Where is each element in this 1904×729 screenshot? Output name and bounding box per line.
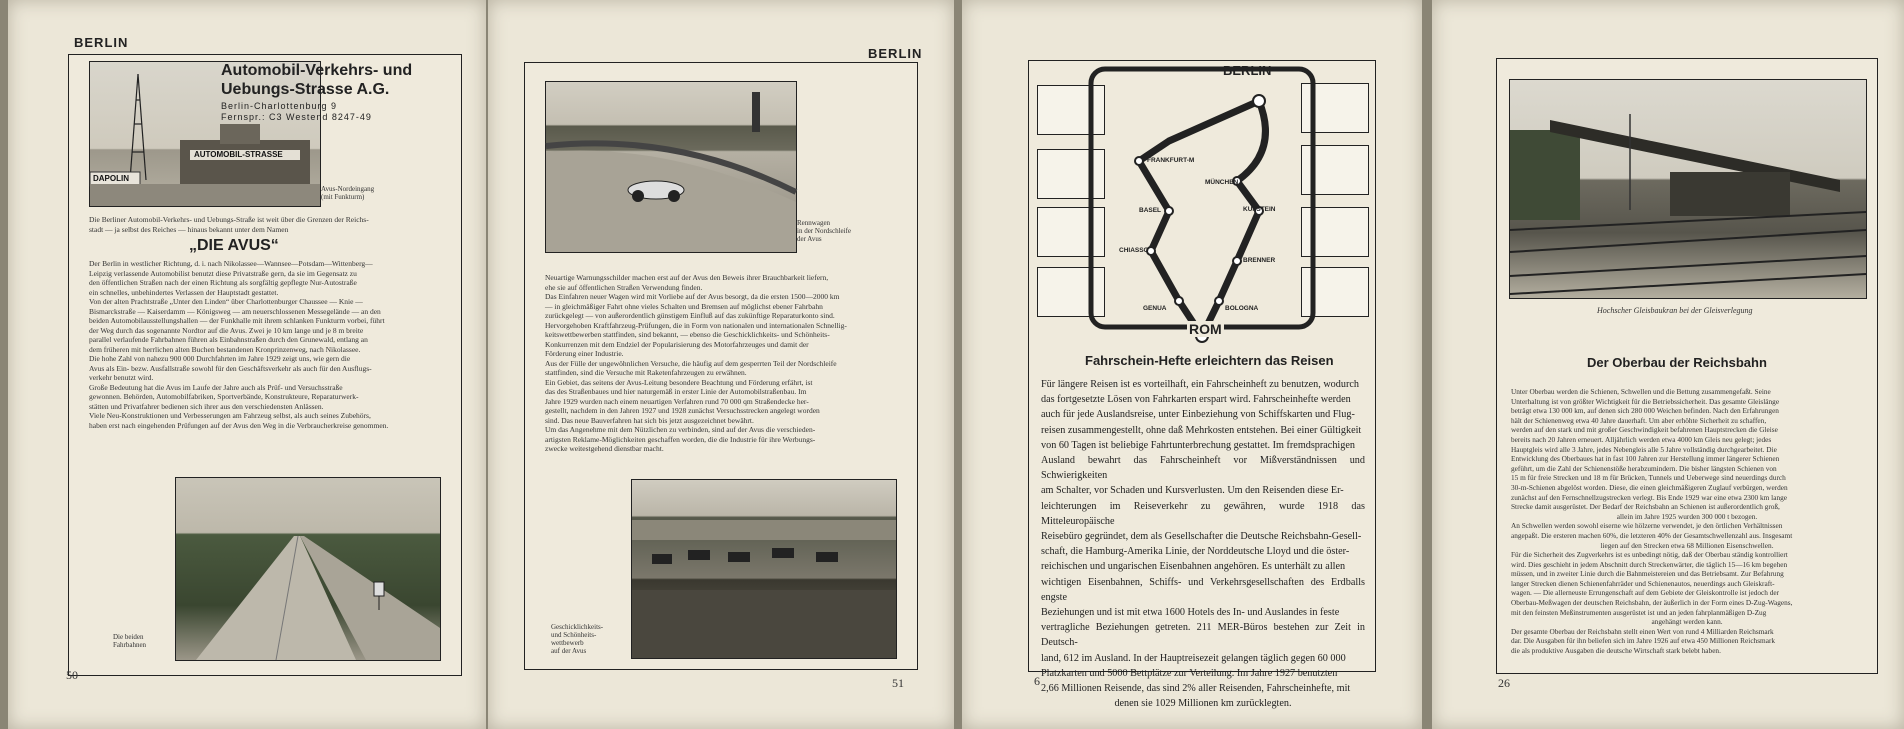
running-header: BERLIN <box>868 46 923 61</box>
company-address: Berlin-Charlottenburg 9 Fernspr.: C3 Westend 8247-49 <box>221 101 372 122</box>
map-label-muenchen: MÜNCHEN <box>1205 179 1239 186</box>
map-label-frankfurt: FRANKFURT-M <box>1147 157 1195 164</box>
competition-photo <box>631 479 897 659</box>
map-label-kufstein: KUFSTEIN <box>1243 206 1276 213</box>
photo2-caption: Die beiden Fahrbahnen <box>113 633 147 649</box>
two-lanes-photo <box>175 477 441 661</box>
body-text: Neuartige Warnungsschilder machen erst auf der Avus den Beweis ihrer Brauchbarkeit liefern, ehe sie auf öffentlichen Straßen Verwendung finden. Das Einfahren neuer Wagen wird mit Vorliebe auf der Avus besorgt, da die ersten 1500—2000 km — in gleichmäßiger Fahrt ohne vieles Schalten und Bremsen auf möglichst ebener Fahrbahn zurückgelegt — von außerordentlich günstigem Einfluß auf das zukünftige Reparaturkonto sind. Hervorgehoben Kraftfahrzeug-Prüfungen, die in Form von nationalen und internationalen Schnellig- keitswettbewerben stattfinden, sind bekannt, — ebenso die Geschicklichkeits- und Schönheits- Konkurrenzen mit dem Endziel der Popularisierung des Motorfahrzeuges und damit der Förderung einer Industrie. Aus der Fülle der ungewöhnlichen Versuche, die häufig auf dem gesperrten Teil der Nordschleife stattfinden, sind die Versuche mit Raketenfahrzeugen zu erwähnen. Ein Gebiet, das seitens der Avus-Leitung besondere Beachtung und Förderung erfährt, ist das des Straßenbaues und hier naturgemäß in erster Linie der Automobilstraßenbau. Im Jahre 1929 wurden nach einem neuartigen Verfahren rund 70 000 qm Straßendecke her- gestellt, nachdem in den Jahren 1927 und 1928 zunächst Versuchsstrecken angelegt worden sind. Das neue Bauverfahren hat sich bis jetzt ausgezeichnet bewährt. Um das Angenehme mit dem Nützlichen zu verbinden, sind auf der Avus die verschieden- artigsten Reklame-Möglichkeiten geschaffen worden, die die Industrie für ihre Werbungs- zwecke weitestgehend dienstbar macht. <box>545 273 847 453</box>
map-label-rom: ROM <box>1189 321 1222 337</box>
map-label-basel: BASEL <box>1139 207 1162 214</box>
page-26 <box>1432 0 1904 729</box>
page-number: 6 <box>1034 674 1040 688</box>
track-crane-photo <box>1509 79 1867 299</box>
page-6 <box>962 0 1422 729</box>
intro-text: Die Berliner Automobil-Verkehrs- und Uebungs-Straße ist weit über die Grenzen der Reichs- stadt — ja selbst des Reiches — hinaus bekannt unter dem Namen <box>89 215 369 234</box>
page-frame <box>524 62 918 670</box>
route-map <box>1029 61 1375 351</box>
gate-sign: AUTOMOBIL-STRASSE <box>194 150 283 159</box>
map-label-bologna: BOLOGNA <box>1225 305 1259 312</box>
body-text: Für längere Reisen ist es vorteilhaft, ein Fahrscheinheft zu benutzen, wodurch das fortgesetzte Lösen von Fahrkarten erspart wird. Fahrscheinhefte werden auch für jede Auslandsreise, unter Einbeziehung von Schiffskarten und Flug- reisen zusammengestellt, ohne daß Mehrkosten entstehen. Bei einer Gültigkeit von 60 Tagen ist beliebige Fahrtunterbrechung gestattet. Im fremdsprachigen Ausland bewahrt das Fahrscheinheft vor Mißverständnissen und Schwierigkeiten am Schalter, vor Schaden und Kursverlusten. Um den Reisenden diese Er- leichterungen im Reiseverkehr zu gewähren, wurde 1918 das Mitteleuropäische Reisebüro gegründet, dem als Gesellschafter die Deutsche Reichsbahn-Gesell- schaft, die Hamburg-Amerika Linie, der Norddeutsche Lloyd und die öster- reichischen und ungarischen Eisenbahnen angehören. Es unterhält zu allen wichtigen Eisenbahnen, Schiffs- und Verkehrsgesellschaften des Erdballs engste Beziehungen und ist mit etwa 1600 Hotels des In- und Auslandes in feste vertragliche Beziehungen getreten. 211 MER-Büros bestehen zur Zeit in Deutsch- land, 612 im Ausland. In der Hauptreisezeit gelangen täglich gegen 60 000 Platzkarten und 5000 Bettplätze zur Verteilung. Im Jahre 1927 benutzten 2,66 Millionen Reisende, das sind 2% aller Reisenden, Fahrscheinhefte, mit denen sie 1029 Millionen km zurücklegten. <box>1041 379 1365 710</box>
map-label-genua: GENUA <box>1143 305 1167 312</box>
photo2-caption: Geschicklichkeits- und Schönheits- wettbewerb auf der Avus <box>551 623 604 655</box>
map-label-berlin: BERLIN <box>1223 63 1272 78</box>
photo1-caption: Avus-Nordeingang (mit Funkturm) <box>321 185 375 201</box>
page-frame <box>1028 60 1376 710</box>
crowd-illustration <box>632 480 896 658</box>
crane-illustration <box>1510 80 1866 298</box>
race-illustration <box>546 82 796 252</box>
photo-caption: Hochscher Gleisbaukran bei der Gleisverlegung <box>1597 306 1753 315</box>
page-51 <box>488 0 954 729</box>
map-label-chiasso: CHIASSO <box>1119 247 1149 254</box>
body-text: Unter Oberbau werden die Schienen, Schwellen und die Bettung zusammengefaßt. Seine Unterhaltung ist von größter Wichtigkeit für die Betriebssicherheit. Das gesamte Gleislänge beträgt etwa 130 000 km, auf denen sich 280 000 Weichen befinden. Nach den Erfahrungen hält der Schienenweg etwa 40 Jahre dauerhaft. Um aber erhöhte Sicherheit zu schaffen, werden auf den stark und mit großer Geschwindigkeit befahrenen Hauptstrecken die Gleise bereits nach 20 Jahren erneuert. Alljährlich werden etwa 4000 km Gleis neu gelegt; jedes Hauptgleis wird alle 3 Jahre, jedes Nebengleis alle 5 Jahre vollständig durchgearbeitet. Die Entwicklung des Oberbaues hat in fast 100 Jahren zur Herstellung immer längerer Schienen geführt, um die Zahl der Schienenstöße herabzumindern. Die bisher längsten Schienen von 15 m für freie Strecken und 18 m für Brücken, Tunnels und Ueberwege sind neuerdings durch 30-m-Schienen abgelöst worden. Diese, die einen gleichmäßigeren Zuglauf verbürgen, werden zunächst auf den Fernschnellzugstrecken verlegt. Bis Ende 1929 war eine etwa 2300 km lange Strecke damit ausgerüstet. Der Bedarf der Reichsbahn an Schienen ist außerordentlich groß, allein im Jahre 1925 wurden 300 000 t bezogen. An Schwellen werden sowohl eiserne wie hölzerne verwendet, je den örtlichen Verhältnissen angepaßt. Die ersteren machen 60%, die letzteren 40% der Gesamtschwellenzahl aus. Insgesamt liegen auf den Strecken etwa 68 Millionen Eisenschwellen. Für die Sicherheit des Zugverkehrs ist es unbedingt nötig, daß der Oberbau ständig kontrolliert wird. Dies geschieht in jedem Abschnitt durch Streckenwärter, die täglich 15—16 km begehen müssen, und in zweiter Linie durch die Bahnmeistereien und das Betriebsamt. Zur Befahrung langer Strecken dienen Schienenfahrräder und Schienenautos, neuerdings auch Gleiskraft- wagen. — Die allerneuste Errungenschaft auf dem Gebiete der Gleiskontrolle ist jedoch der Oberbau-Meßwagen der deutschen Reichsbahn, der äußerlich in der Form eines D-Zug-Wagens, mit den feinsten Meßinstrumenten ausgerüstet ist und an jeden fahrplanmäßigen D-Zug angehängt werden kann. Der gesamte Oberbau der Reichsbahn stellt einen Wert von rund 4 Milliarden Reichsmark dar. Die Ausgaben für ihn beliefen sich im Jahre 1926 auf etwa 450 Millionen Reichsmark die als produktive Ausgaben die deutsche Wirtschaft stark belebt haben. <box>1511 387 1793 656</box>
page-frame <box>68 54 462 676</box>
body-text: Der Berlin in westlicher Richtung, d. i. nach Nikolassee—Wannsee—Potsdam—Wittenberg— Leipzig verlassende Automobilist benutzt diese Privatstraße gern, da sie im Gegensatz zu den öffentlichen Straßen nach der einen Richtung als sorgfältig gepflegte Nur-Autostraße ein schnelles, unbehindertes Verlassen der Hauptstadt gestattet. Von der alten Prachtstraße „Unter den Linden“ über Charlottenburger Chaussee — Knie — Bismarckstraße — Kaiserdamm — Königsweg — am neuerschlossenen Messegelände — an den beiden Automobilausstellungshallen — der Funkhalle mit ihrem schlanken Funkturm vorbei, führt der Weg durch das sogenannte Nordtor auf die Avus. Zwei je 10 km lange und je 8 m breite parallel verlaufende Fahrbahnen führen als Einbahnstraßen durch den Grunewald, entlang an dem früheren mit herrlichen alten Buchen bestandenen Kronprinzenweg, nach Nikolassee. Die hohe Zahl von nahezu 900 000 Durchfahrten im Jahre 1929 zeigt uns, wie gern die Avus als Ein- bezw. Ausfallstraße sowohl für den Geschäftsverkehr als auch für den Ausflugs- verkehr benutzt wird. Große Bedeutung hat die Avus im Laufe der Jahre auch als Prüf- und Versuchsstraße gewonnen. Behörden, Automobilfabriken, Sportverbände, Konstrukteure, Reparaturwerk- stätten und Privatfahrer bedienen sich ihrer aus den verschiedensten Anlässen. Viele Neu-Konstruktionen und Verbesserungen am Fahrzeug selbst, als auch seines Zubehörs, haben erst nach eingehenden Prüfungen auf der Avus den Weg in die Verbraucherkreise genommen. <box>89 259 389 430</box>
road-illustration <box>176 478 440 660</box>
page-number: 51 <box>892 676 904 690</box>
dapolin-sign: DAPOLIN <box>93 174 129 183</box>
photo1-caption: Rennwagen in der Nordschleife der Avus <box>797 219 852 243</box>
article-title: Fahrschein-Hefte erleichtern das Reisen <box>1085 353 1334 368</box>
page-50 <box>8 0 486 729</box>
running-header: BERLIN <box>74 35 129 50</box>
page-number: 26 <box>1498 676 1510 690</box>
page-number: 50 <box>66 668 78 682</box>
page-frame <box>1496 58 1878 674</box>
company-name: Automobil-Verkehrs- und Uebungs-Strasse A.G. <box>221 62 413 98</box>
article-title: Der Oberbau der Reichsbahn <box>1587 355 1767 370</box>
avus-title: „DIE AVUS“ <box>189 237 279 254</box>
race-car-photo <box>545 81 797 253</box>
map-label-brenner: BRENNER <box>1243 257 1276 264</box>
